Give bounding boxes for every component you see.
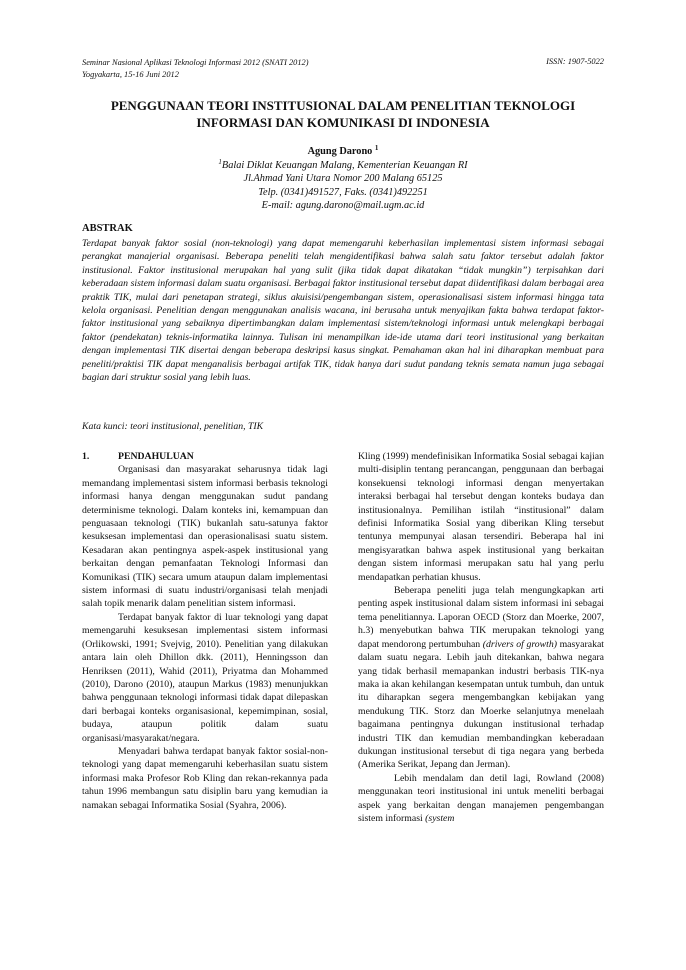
paragraph: Lebih mendalam dan detil lagi, Rowland (2008) menggunakan teori institusional ini untuk meneliti berbagai aspek yang berkaitan dengan manajemen pengembangan sistem informasi (system — [358, 772, 604, 824]
paragraph: Kling (1999) mendefinisikan Informatika Sosial sebagai kajian multi-disiplin tentang perancangan, penggunaan dan berbagai konsekuensi teknologi informasi dengan menyertakan interaksi berbagai hal tersebut dengan konteks budaya dan institusionalnya. Pemilihan istilah “institusional” dalam definisi Informatika Sosial yang diberikan Kling tersebut tentunya mempunyai alasan tersendiri. Beberapa hal ini mengisyaratkan bahwa aspek institusional yang berkaitan dengan sistem informasi merupakan satu hal yang perlu mendapatkan perhatian khusus. — [358, 451, 604, 583]
conference-place-date: Yogyakarta, 15-16 Juni 2012 — [82, 70, 179, 79]
italic-term: (drivers of growth) — [482, 638, 557, 650]
right-column — [358, 450, 604, 825]
keywords: Kata kunci: teori institusional, penelitian, TIK — [82, 421, 264, 432]
email: E-mail: agung.darono@mail.ugm.ac.id — [261, 200, 425, 211]
section-title: PENDAHULUAN — [118, 451, 194, 462]
italic-term: (system — [425, 812, 455, 824]
author-name: Agung Darono $^1$ — [307, 144, 379, 157]
paragraph: Organisasi dan masyarakat seharusnya tidak lagi memandang implementasi sistem informasi berbasis teknologi informasi hanya dengan menggunakan sudut pandang determinisme teknologi. Dalam konteks ini, kemampuan dan penguasaan teknologi (TIK) bukanlah satu-satunya faktor kesuksesan implementasi dan operasionalisasi suatu sistem. Kesadaran akan pentingnya aspek-aspek institusional yang berkaitan dengan pemanfaatan Teknologi Informasi dan Komunikasi (TIK) secara umum ataupun dalam implementasi sistem informasi di suatu industri/organisasi telah menjadi salah topik menarik dalam penelitian sistem informasi. — [82, 464, 328, 610]
phone-fax: Telp. (0341)491527, Faks. (0341)492251 — [258, 186, 428, 198]
paper-title — [60, 97, 626, 131]
conference-name: Seminar Nasional Aplikasi Teknologi Informasi 2012 (SNATI 2012) — [82, 58, 309, 67]
paragraph: Beberapa peneliti juga telah mengungkapkan arti penting aspek institusional dalam sistem informasi ini sebagai tema penelitiannya. Laporan OECD (Storz dan Moerke, 2007, h.3) menyebutkan bahwa TIK merupakan teknologi yang dapat mendorong pertumbuhan (drivers of growth) masyarakat dalam suatu negara. Lebih jauh ditekankan, bahwa negara yang tidak berhasil memapankan industri berbasis TIK-nya maka ia akan kehilangan kesempatan untuk tumbuh, dan untuk itu diharapkan segera mengembangkan kebijakan yang mendukung TIK. Storz dan Moerke selanjutnya menelaah bagaimana pentingnya dukungan institusional terhadap industri TIK dan kemudian membandingkan keberadaan dukungan institusional tersebut di tiga negara yang berbeda (Amerika Serikat, Jepang dan Jerman). — [358, 585, 604, 771]
section-heading — [82, 450, 328, 463]
section-number: 1. — [82, 451, 90, 462]
abstract-heading: ABSTRAK — [82, 223, 133, 234]
title-line-1: PENGGUNAAN TEORI INSTITUSIONAL DALAM PENELITIAN TEKNOLOGI — [110, 98, 576, 113]
left-column — [82, 450, 328, 812]
paragraph: Menyadari bahwa terdapat banyak faktor sosial-non-teknologi yang dapat memengaruhi keberhasilan suatu sistem informasi maka Profesor Rob Kling dan rekan-rekannya pada tahun 1996 membangun satu disiplin baru yang kemudian ia namakan sebagai Informatika Sosial (Syahra, 2006). — [82, 745, 328, 811]
address: Jl.Ahmad Yani Utara Nomor 200 Malang 65125 — [243, 173, 443, 184]
abstract-body: Terdapat banyak faktor sosial (non-teknologi) yang dapat memengaruhi keberhasilan implementasi sistem informasi sebagai perangkat manajerial organisasi. Beberapa peneliti telah mengidentifikasi bahwa salah satu faktor tersebut adalah faktor institusional. Faktor institusional merupakan hal yang sulit (jika tidak dapat dikatakan “tidak mungkin”) terpisahkan dari keberadaan sistem informasi dalam suatu organisasi. Berbagai faktor institusional tersebut dapat diidentifikasi dalam berbagai area praktik TIK, mulai dari penetapan strategi, siklus akuisisi/pengembangan sistem, operasionalisasi sistem informasi hingga tata kelola organisasi. Penelitian dengan menggunakan analisis wacana, ini berusaha untuk menyajikan fakta bahwa terdapat faktor-faktor institusional yang sebaiknya dipertimbangkan dalam implementasi sistem/teknologi informasi untuk melengkapi berbagai faktor (pendekatan) teknis-informatika lainnya. Tulisan ini menampilkan ide-ide utama dari teori institusional yang berkaitan dengan implementasi TIK disertai dengan beberapa deskripsi kasus singkat. Pemahaman akan hal ini diharapkan membuat para peneliti/praktisi TIK dapat menganalisis berbagai artifak TIK, tidak hanya dari sudut pandang teknis semata namun juga sebagai bagian dari struktur sosial yang lebih luas. — [82, 238, 604, 384]
title-line-2: INFORMASI DAN KOMUNIKASI DI INDONESIA — [196, 115, 490, 130]
issn: ISSN: 1907-5022 — [546, 57, 604, 66]
running-header-conference — [82, 57, 309, 81]
author-block — [82, 145, 604, 213]
author-sup: 1 — [374, 144, 379, 152]
paragraph: Terdapat banyak faktor di luar teknologi yang dapat memengaruhi kesuksesan implementasi sistem informasi (Orlikowski, 1991; Svejvig, 2010). Penelitian yang dilakukan antara lain oleh Dhillon dkk. (2011), Henningsson dan Henriksen (2011), Wahid (2011), Priyatma dan Mohammed (2010), Darono (2010), ataupun Markus (1983) menunjukkan bahwa penggunaan teknologi informasi tidak dapat dilepaskan dari berbagai konteks organisasional, kepemimpinan, sosial, budaya, ataupun politik dalam suatu organisasi/masyarakat/negara. — [82, 611, 328, 744]
affiliation: $^1$Balai Diklat Keuangan Malang, Kementerian Keuangan RI — [218, 157, 468, 171]
affiliation-sup: 1 — [218, 157, 222, 166]
